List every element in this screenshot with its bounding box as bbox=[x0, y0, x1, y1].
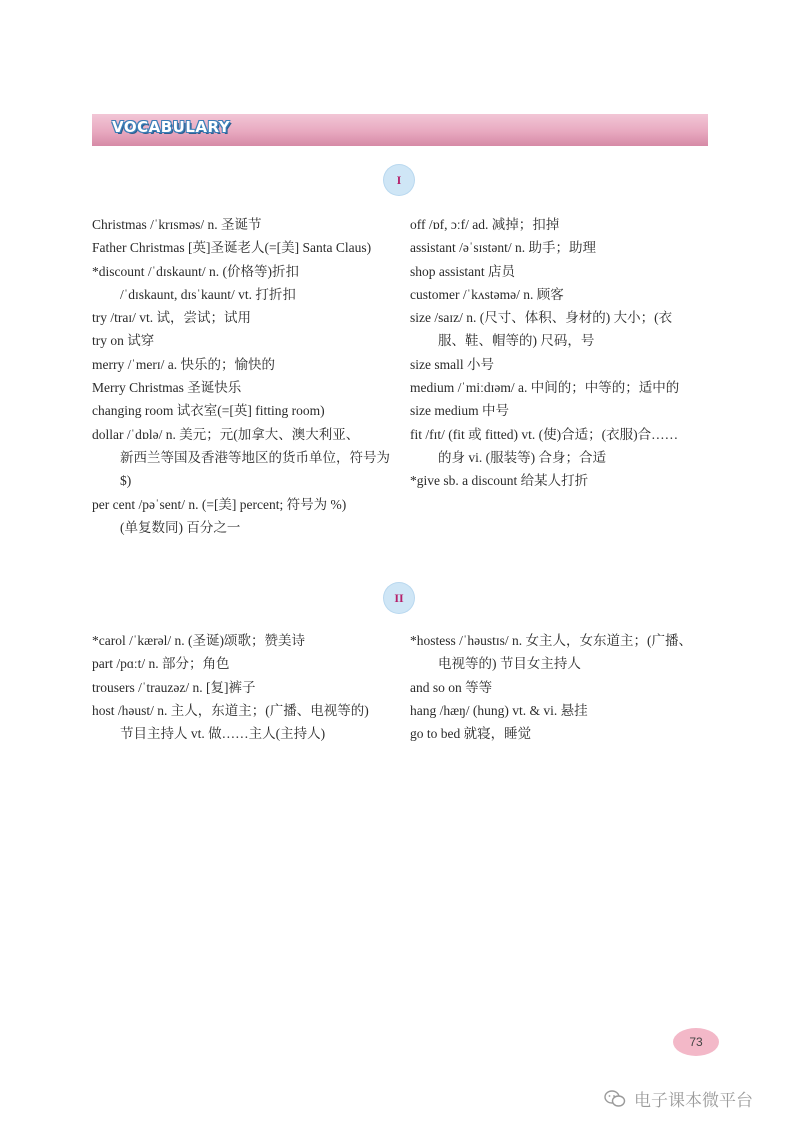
vocab-entry: 新西兰等国及香港等地区的货币单位，符号为 bbox=[120, 449, 390, 465]
vocab-entry: and so on 等等 bbox=[410, 679, 493, 695]
vocab-entry: Father Christmas [英]圣诞老人(=[美] Santa Claus) bbox=[92, 240, 372, 256]
vocab-entry: per cent /pəˈsent/ n. (=[美] percent; 符号为 %) bbox=[92, 496, 347, 512]
vocab-entry: *hostess /ˈhəustɪs/ n. 女主人，女东道主；(广播、 bbox=[410, 633, 692, 648]
wechat-icon bbox=[604, 1090, 626, 1108]
vocab-entry: (单复数同) 百分之一 bbox=[120, 519, 241, 535]
vocab-entry: dollar /ˈdɒlə/ n. 美元；元(加拿大、澳大利亚、 bbox=[92, 426, 360, 442]
vocab-entry: changing room 试衣室(=[英] fitting room) bbox=[92, 403, 325, 419]
vocab-entry: trousers /ˈtrauzəz/ n. [复]裤子 bbox=[92, 679, 256, 695]
vocab-entry: 服、鞋、帽等的) 尺码，号 bbox=[438, 333, 595, 349]
vocab-entry: assistant /əˈsɪstənt/ n. 助手；助理 bbox=[410, 240, 596, 256]
vocab-entry: $) bbox=[120, 473, 132, 489]
vocab-entry: go to bed 就寝，睡觉 bbox=[410, 726, 532, 742]
vocab-entry: host /həust/ n. 主人，东道主；(广播、电视等的) bbox=[92, 702, 369, 718]
vocab-entry: size medium 中号 bbox=[410, 403, 509, 419]
vocab-entry: try on 试穿 bbox=[92, 333, 155, 349]
vocab-entry: size /saɪz/ n. (尺寸、体积、身材的) 大小；(衣 bbox=[410, 310, 673, 326]
vocab-entry: Christmas /ˈkrɪsməs/ n. 圣诞节 bbox=[92, 217, 262, 232]
vocab-entry: customer /ˈkʌstəmə/ n. 顾客 bbox=[410, 286, 564, 302]
page-number: 73 bbox=[673, 1028, 719, 1056]
vocab-entry: 节目主持人 vt. 做……主人(主持人) bbox=[120, 726, 326, 742]
vocab-entry: off /ɒf, ɔːf/ ad. 减掉；扣掉 bbox=[410, 217, 560, 232]
watermark bbox=[604, 1086, 753, 1111]
vocabulary-banner bbox=[92, 114, 708, 146]
vocab-entry: 的身 vi. (服装等) 合身；合适 bbox=[438, 449, 606, 465]
vocab-entry: merry /ˈmerɪ/ a. 快乐的；愉快的 bbox=[92, 356, 275, 372]
section-1-left-column bbox=[92, 213, 397, 539]
vocab-entry: *give sb. a discount 给某人打折 bbox=[410, 473, 589, 489]
vocab-entry: fit /fɪt/ (fit 或 fitted) vt. (使)合适；(衣服)合…… bbox=[410, 426, 679, 442]
vocab-entry: size small 小号 bbox=[410, 356, 494, 372]
vocab-entry: *carol /ˈkærəl/ n. (圣诞)颂歌；赞美诗 bbox=[92, 633, 305, 648]
vocab-entry: try /traɪ/ vt. 试，尝试；试用 bbox=[92, 310, 251, 326]
vocab-entry: Merry Christmas 圣诞快乐 bbox=[92, 380, 242, 396]
vocab-entry: 电视等的) 节目女主持人 bbox=[438, 656, 581, 672]
vocab-entry: hang /hæŋ/ (hung) vt. & vi. 悬挂 bbox=[410, 702, 588, 718]
vocab-entry: shop assistant 店员 bbox=[410, 263, 516, 279]
section-numeral-1: I bbox=[384, 165, 414, 195]
vocab-entry: /ˈdɪskaunt, dɪsˈkaunt/ vt. 打折扣 bbox=[120, 286, 296, 302]
vocab-entry: *discount /ˈdɪskaunt/ n. (价格等)折扣 bbox=[92, 263, 299, 279]
section-numeral-2: II bbox=[384, 583, 414, 613]
vocab-entry: medium /ˈmiːdɪəm/ a. 中间的；中等的；适中的 bbox=[410, 380, 680, 396]
section-2-left-column bbox=[92, 629, 397, 745]
page-title: VOCABULARY bbox=[112, 118, 231, 136]
vocab-entry: part /pɑːt/ n. 部分；角色 bbox=[92, 656, 230, 672]
section-1-right-column bbox=[410, 213, 715, 493]
section-2-right-column bbox=[410, 629, 715, 745]
watermark-text: 电子课本微平台 bbox=[634, 1091, 753, 1111]
